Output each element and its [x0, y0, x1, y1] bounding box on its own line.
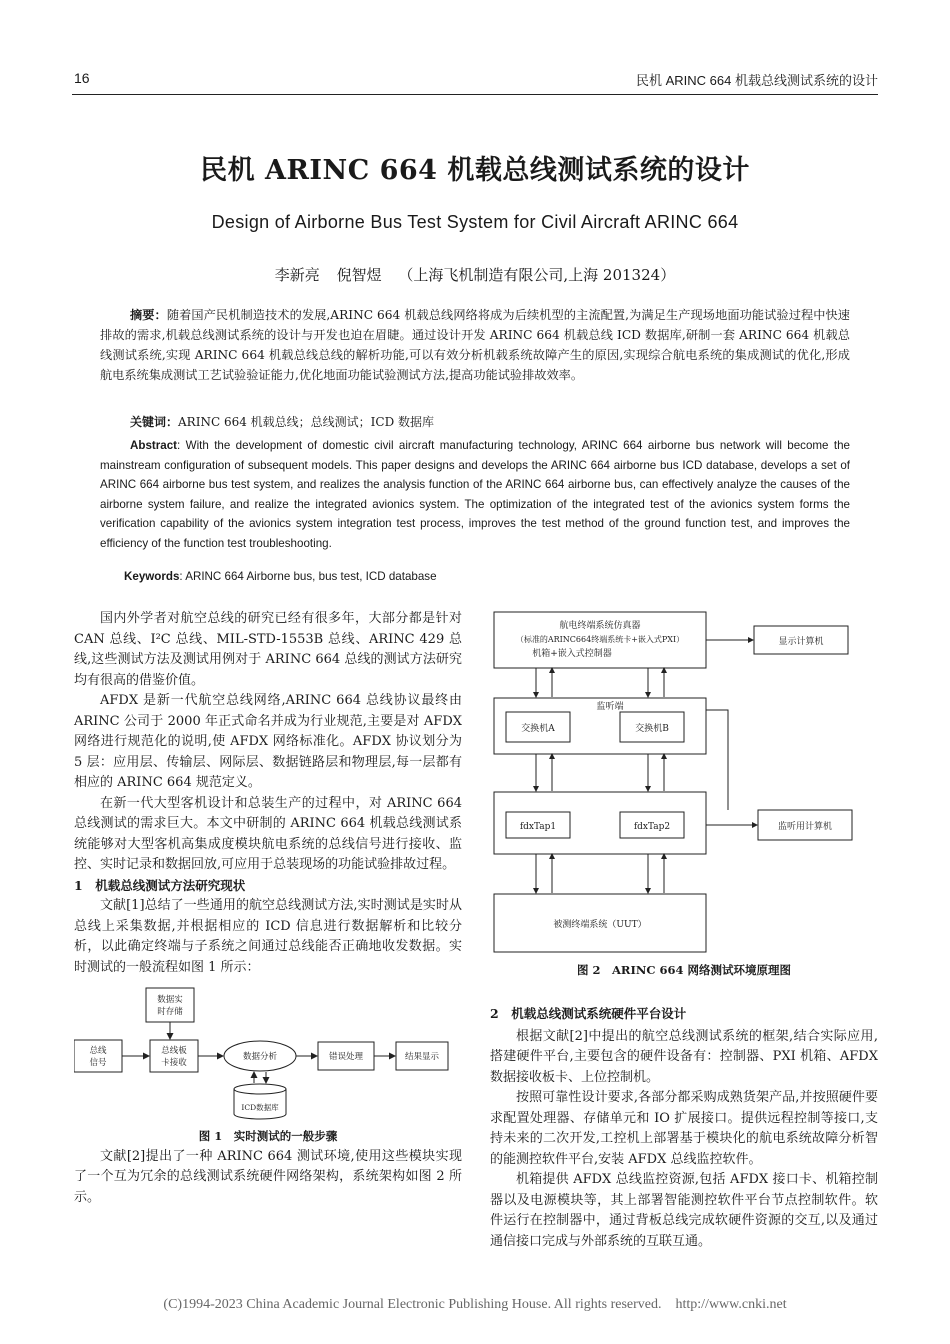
keywords-english [124, 570, 437, 583]
switch-a-label: 交换机A [521, 724, 555, 734]
error-label: 错误处理 [328, 1052, 364, 1062]
figure-2-caption: 图 2 ARINC 664 网络测试环境原理图 [576, 963, 792, 977]
paragraph: 在新一代大型客机设计和总装生产的过程中，对 ARINC 664 总线测试的需求巨大。本文中研制的 ARINC 664 机载总线测试系统能够对大型客机高集成度模块航电系统的总线信号进行接收、监控、实时记录和数据回放,可应用于总装现场的功能试验排故过程。 [74, 795, 462, 872]
figure-1-flowchart [74, 984, 462, 1124]
storage-label-1: 数据实 [157, 995, 183, 1005]
paragraph: 机箱提供 AFDX 总线监控资源,包括 AFDX 接口卡、机箱控制器以及电源模块等，其上部署智能测控软件平台节点控制软件。软件运行在控制器中，通过背板总线完成软硬件资源的交互,以及通过通信接口完成与外部系统的互联互通。 [490, 1172, 878, 1249]
simulator-label-1: 航电终端系统仿真器 [559, 621, 641, 631]
bus-card-label-1: 总线板 [161, 1046, 187, 1056]
database-label: ICD数据库 [241, 1103, 279, 1112]
tap1-label: fdxTap1 [519, 822, 557, 832]
paragraph: 按照可靠性设计要求,各部分都采购成熟货架产品,并按照硬件要求配置处理器、存储单元和 IO 扩展接口。提供远程控制等接口,支持未来的二次开发,工控机上部署基于模块化的航电系统故障分析智的能测控软件平台,安装 AFDX 总线监控软件。 [490, 1090, 878, 1167]
storage-label-2: 时存储 [157, 1007, 183, 1017]
analysis-label: 数据分析 [242, 1052, 278, 1062]
authors [0, 264, 950, 285]
simulator-label-2: （标准的ARINC664终端系统卡+嵌入式PXI） [515, 635, 685, 644]
copyright-text: (C)1994-2023 China Academic Journal Electronic Publishing House. All rights reserved. [163, 1297, 662, 1312]
keywords-label: 关键词： [130, 415, 179, 429]
right-column [490, 1004, 878, 1252]
uut-label: 被测终端系统（UUT） [553, 920, 647, 930]
tap2-label: fdxTap2 [633, 822, 671, 832]
paragraph: 国内外学者对航空总线的研究已经有很多年，大部分都是针对 CAN 总线、I²C 总线、MIL-STD-1553B 总线、ARINC 429 总线,这些测试方法及测试用例对于 ARINC 664 总线的测试方法研究均有很高的借鉴价值。 [74, 611, 462, 688]
abstract-label: 摘要： [130, 308, 167, 322]
paragraph: 根据文献[2]中提出的航空总线测试系统的框架,结合实际应用,搭建硬件平台,主要包含的硬件设备有：控制器、PXI 机箱、AFDX 数据接收板卡、上位控制机。 [490, 1028, 878, 1085]
figure-2-diagram [492, 610, 878, 958]
bus-signal-label-1: 总线 [89, 1046, 107, 1056]
copyright-footer [0, 1297, 950, 1313]
keywords-en-label: Keywords [124, 570, 180, 583]
footer-url[interactable]: http://www.cnki.net [675, 1297, 787, 1312]
paper-title: 民机 ARINC 664 机载总线测试系统的设计 [200, 155, 750, 186]
monitor-link [706, 710, 728, 810]
keywords-en-text: : ARINC 664 Airborne bus, bus test, ICD database [179, 570, 437, 583]
section-heading-1: 1 机载总线测试方法研究现状 [74, 877, 246, 893]
keywords-chinese [130, 413, 434, 430]
author-1: 李新亮 [274, 266, 320, 284]
monitor-pc-label: 监听用计算机 [777, 822, 833, 832]
section-heading-2: 2 机载总线测试系统硬件平台设计 [490, 1006, 687, 1021]
running-title: 民机 ARINC 664 机载总线测试系统的设计 [636, 73, 878, 88]
abstract-text: 随着国产民机制造技术的发展,ARINC 664 机载总线网络将成为后续机型的主流配置,为满足生产现场地面功能试验过程中快速排故的需求,机载总线测试系统的设计与开发也迫在眉睫。通过设计开发 ARINC 664 机载总线 ICD 数据库,研制一套 ARINC 664 机载总线测试系统,实现 ARINC 664 机载总线总线的解析功能,可以有效分析机载系统故障产生的原因,实现综合航电系统的集成测试的优化,形成航电系统集成测试工艺试验验证能力,优化地面功能试验测试方法,提高功能试验排故效率。 [100, 308, 850, 382]
display-label: 结果显示 [404, 1052, 440, 1062]
keywords-text: ARINC 664 机载总线；总线测试；ICD 数据库 [178, 415, 435, 429]
bus-signal-label-2: 信号 [89, 1058, 107, 1068]
paragraph: 文献[2]提出了一种 ARINC 664 测试环境,使用这些模块实现了一个互为冗余的总线测试系统硬件网络架构，系统架构如图 2 所示。 [74, 1148, 462, 1205]
abstract-en-label: Abstract [130, 439, 178, 452]
simulator-label-3: 机箱+嵌入式控制器 [532, 649, 612, 659]
switch-b-label: 交换机B [635, 724, 669, 734]
page-number: 16 [74, 70, 90, 86]
paper-title-english: Design of Airborne Bus Test System for Civil Aircraft ARINC 664 [211, 212, 739, 232]
header-rule [72, 94, 878, 95]
abstract-english [100, 436, 850, 554]
left-column [74, 609, 462, 1208]
author-2: 倪智煜 [336, 266, 382, 284]
paragraph: AFDX 是新一代航空总线网络,ARINC 664 总线协议最终由 ARINC 公司于 2000 年正式命名并成为行业规范,主要是对 AFDX 网络进行规范化的说明,使 AFDX 网络标准化。AFDX 协议划分为 5 层：应用层、传输层、网际层、数据链路层和物理层,每一层都有相应的 ARINC 664 规范定义。 [74, 693, 462, 790]
monitor-label: 监听端 [596, 702, 624, 712]
abstract-chinese [100, 305, 850, 385]
affiliation: （上海飞机制造有限公司,上海 201324） [398, 266, 676, 284]
paragraph: 文献[1]总结了一些通用的航空总线测试方法,实时测试是实时从总线上采集数据,并根据相应的 ICD 信息进行数据解析和比较分析，以此确定终端与子系统之间通过总线能否正确地收发数据。实时测试的一般流程如图 1 所示： [74, 898, 462, 975]
abstract-en-text: : With the development of domestic civil aircraft manufacturing technology, ARINC 664 airborne bus network will become the mainstream configuration of subsequent models. This paper designs and develops the ARINC 664 airborne bus ICD database, develops a set of ARINC 664 airborne bus test system, and realizes the analysis function of the ARINC 664 airborne bus, can effectively analyze the causes of the airborne system failure, and realize the integrated avionics system. The optimization of the integrated test of the avionics system forms the verification capability of the avionics system integration test process, improves the test method of the ground function test, and improves the efficiency of the function test troubleshooting. [100, 439, 850, 550]
database-cylinder-top [234, 1084, 286, 1094]
bus-card-label-2: 卡接收 [161, 1058, 187, 1068]
figure-1-caption: 图 1 实时测试的一般步骤 [198, 1129, 338, 1143]
display-pc-label: 显示计算机 [778, 637, 824, 647]
